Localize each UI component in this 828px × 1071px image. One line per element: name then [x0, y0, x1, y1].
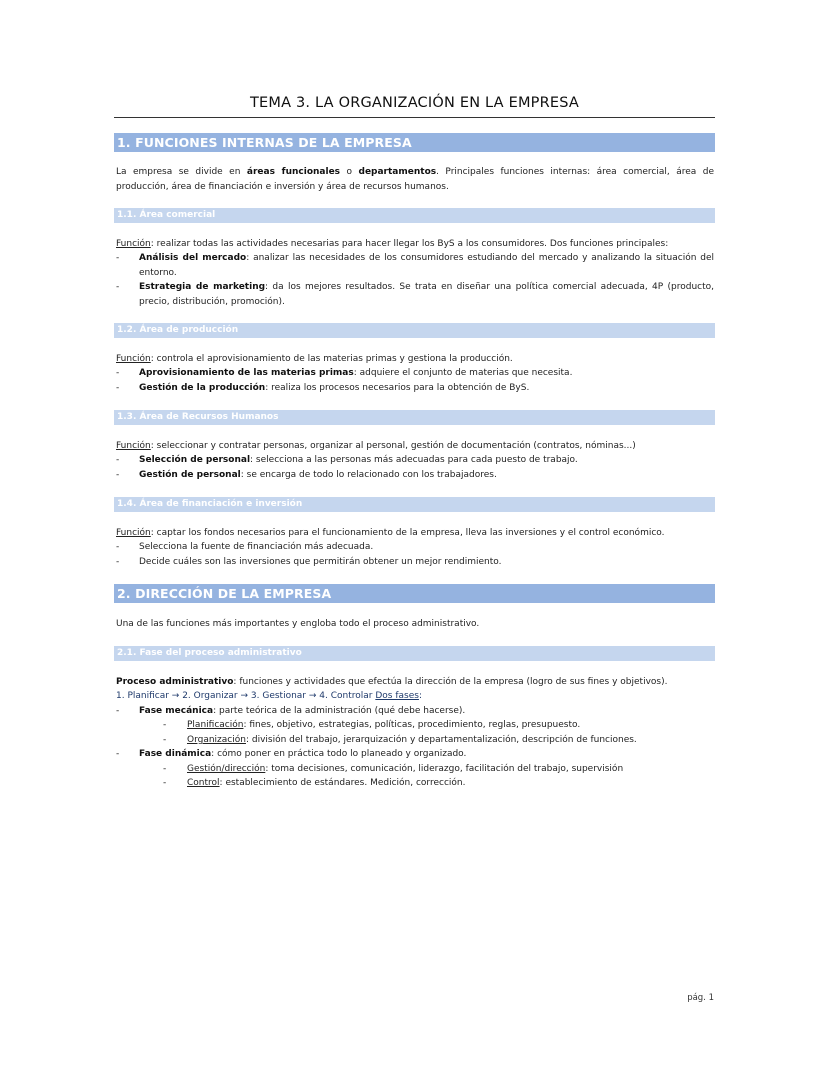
sub-list-item: - Gestión/dirección: toma decisiones, comunicación, liderazgo, facilitación del trabajo, supervisión — [163, 764, 624, 774]
list-item-fase-dinamica: - Fase dinámica: cómo poner en práctica todo lo planeado y organizado. — [116, 749, 467, 759]
sub-list-item: - Planificación: fines, objetivo, estrategias, políticas, procedimiento, reglas, presupuesto. — [163, 720, 581, 730]
title-underline — [114, 117, 715, 118]
list-item: - Estrategia de marketing: da los mejores resultados. Se trata en diseñar una política comercial adecuada, 4P (producto, precio, distribución, promoción). — [116, 282, 714, 307]
list-item-fase-mecanica: - Fase mecánica: parte teórica de la administración (qué debe hacerse). — [116, 706, 466, 716]
document-title: TEMA 3. LA ORGANIZACIÓN EN LA EMPRESA — [249, 95, 580, 111]
subsection-heading-1-2: 1.2. Área de producción — [114, 323, 715, 338]
list-item: - Gestión de personal: se encarga de todo lo relacionado con los trabajadores. — [116, 470, 497, 480]
list-item: - Selecciona la fuente de financiación más adecuada. — [116, 542, 374, 552]
subsection-1-3-function: Función: seleccionar y contratar personas, organizar al personal, gestión de documentación (contratos, nóminas...) — [116, 441, 636, 451]
process-definition: Proceso administrativo: funciones y actividades que efectúa la dirección de la empresa (logro de sus fines y objetivos). — [116, 677, 668, 687]
subsection-heading-1-1: 1.1. Área comercial — [114, 208, 715, 223]
sub-list-item: - Organización: división del trabajo, jerarquización y departamentalización, descripción de funciones. — [163, 735, 637, 745]
section-2-intro: Una de las funciones más importantes y engloba todo el proceso administrativo. — [116, 619, 480, 629]
subsection-1-4-function: Función: captar los fondos necesarios para el funcionamiento de la empresa, lleva las inversiones y el control económico. — [116, 528, 665, 538]
list-item: - Aprovisionamiento de las materias primas: adquiere el conjunto de materias que necesita. — [116, 368, 573, 378]
subsection-heading-1-3: 1.3. Área de Recursos Humanos — [114, 410, 715, 425]
page-number: pág. 1 — [687, 993, 714, 1003]
subsection-heading-2-1: 2.1. Fase del proceso administrativo — [114, 646, 715, 661]
subsection-heading-1-4: 1.4. Área de financiación e inversión — [114, 497, 715, 512]
subsection-1-2-function: Función: controla el aprovisionamiento de las materias primas y gestiona la producción. — [116, 354, 513, 364]
list-item: - Gestión de la producción: realiza los procesos necesarios para la obtención de ByS. — [116, 383, 530, 393]
list-item: - Selección de personal: selecciona a las personas más adecuadas para cada puesto de trabajo. — [116, 455, 578, 465]
list-item: - Decide cuáles son las inversiones que permitirán obtener un mejor rendimiento. — [116, 557, 502, 567]
section-1-intro: La empresa se divide en áreas funcionales o departamentos. Principales funciones internas: área comercial, área de producción, área de financiación e inversión y área de recursos humanos. — [116, 167, 715, 192]
list-item: - Análisis del mercado: analizar las necesidades de los consumidores estudiando del mercado y analizando la situación del entorno. — [116, 253, 714, 278]
subsection-1-1-function: Función: realizar todas las actividades necesarias para hacer llegar los ByS a los consumidores. Dos funciones principales: — [116, 239, 669, 249]
section-heading-2: 2. DIRECCIÓN DE LA EMPRESA — [114, 584, 715, 603]
section-heading-1: 1. FUNCIONES INTERNAS DE LA EMPRESA — [114, 133, 715, 152]
process-steps: 1. Planificar → 2. Organizar → 3. Gestionar → 4. Controlar Dos fases: — [116, 691, 422, 701]
sub-list-item: - Control: establecimiento de estándares. Medición, corrección. — [163, 778, 466, 788]
